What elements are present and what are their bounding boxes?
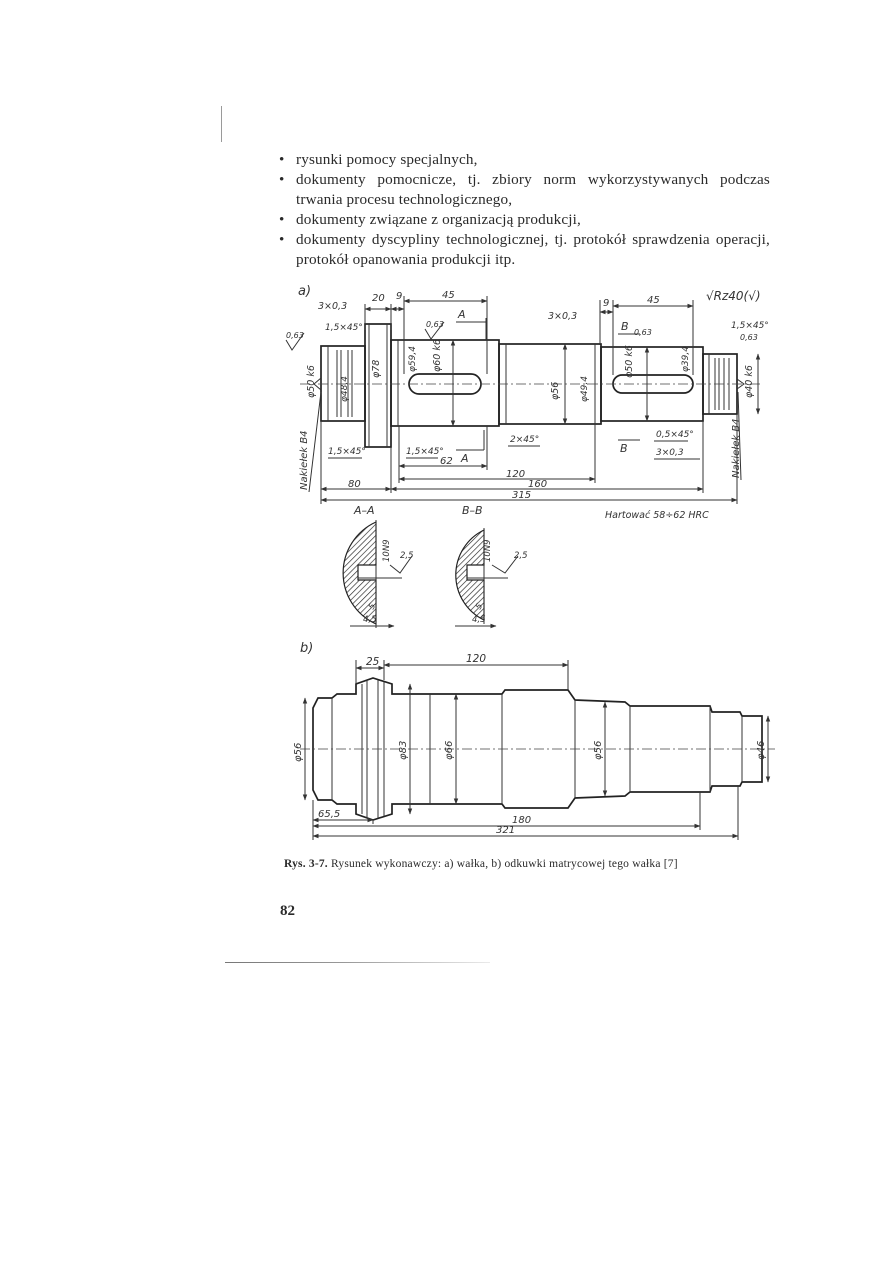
fb-dim-180: 180 [512,815,532,826]
section-a-title: A–A [354,504,375,517]
dim-45-left: 45 [442,290,455,301]
dim-160: 160 [528,479,548,490]
dim-chamfer-15-left: 1,5×45° [325,323,363,333]
section-mark-b-bottom: B [620,442,628,455]
fb-dim-120: 120 [466,653,487,665]
figure-b-label: b) [300,641,314,656]
roughness-4: 0,63 [740,333,758,342]
dia-78: φ78 [371,359,382,378]
dim-chamfer-bottom-4: 0,5×45° [656,430,694,440]
fb-dim-321: 321 [496,825,516,836]
roughness-2: 0,63 [426,320,444,329]
dim-chamfer-bottom-5: 3×0,3 [656,448,684,458]
dia-49-4: φ49,4 [580,376,590,402]
dia-39-4: φ39,4 [681,346,691,372]
dim-chamfer-bottom-2: 1,5×45° [406,447,444,457]
caption-text: Rysunek wykonawczy: a) wałka, b) odkuwki matrycowej tego wałka [7] [327,858,678,870]
caption-prefix: Rys. 3-7. [284,858,328,870]
dim-chamfer-right: 3×0,3 [548,311,578,322]
dim-9-left: 9 [396,291,403,302]
figure-a-dimensions [286,289,769,521]
dim-45-right: 45 [647,295,660,306]
bottom-rule [225,962,490,963]
sec-b-4-5: 4,5 [472,615,486,625]
dia-59-4: φ59,4 [408,346,418,372]
figure-caption [284,858,766,872]
dim-62: 62 [440,456,453,467]
sec-b-5: 5 [473,601,486,612]
section-mark-b: B [621,320,629,333]
dim-9-right: 9 [603,298,610,309]
forging-outline [300,678,775,820]
dim-80: 80 [348,479,361,490]
fb-dia-56-right: φ56 [593,740,604,760]
centre-hole-label-left: Nakiełek B4 [299,430,310,490]
sec-a-4-5: 4,5 [363,615,377,625]
section-mark-a: A [458,308,466,321]
bullet-item: • dokumenty dyscypliny technologicznej, tj. protokół sprawdzenia operacji, protokół opanowania produkcji itp. [280,230,770,270]
dim-chamfer-bottom-3: 2×45° [510,435,540,445]
dim-20: 20 [372,293,385,304]
surface-finish-mark: √Rz40(√) [706,289,761,303]
shaft-outline [300,324,760,447]
fb-dia-83: φ83 [398,740,409,760]
fb-dia-66: φ66 [444,740,455,760]
sec-b-2-5: 2,5 [514,551,528,561]
hardening-note: Hartować 58÷62 HRC [605,510,709,521]
dim-chamfer-left: 3×0,3 [318,301,348,312]
sec-a-2-5: 2,5 [400,551,414,561]
bullet-item: • dokumenty związane z organizacją produkcji, [280,210,770,230]
bullet-item: • dokumenty pomocnicze, tj. zbiory norm wykorzystywanych podczas trwania procesu technologicznego, [280,170,770,210]
dia-48-4: φ48,4 [340,376,350,402]
dim-120: 120 [506,469,526,480]
section-b-title: B–B [462,504,483,517]
fb-dia-46: φ46 [756,740,767,760]
dia-40k6: φ40 k6 [744,365,755,398]
centre-hole-label-right: Nakiełek B4 [731,418,742,478]
dim-315: 315 [512,490,532,501]
dim-chamfer-15-right: 1,5×45° [731,321,769,331]
figure-a-label: a) [298,284,312,299]
sec-b-10n9: 10N9 [483,539,493,562]
sec-a-10n9: 10N9 [382,539,392,562]
page-number: 82 [280,903,295,919]
dia-60k6: φ60 k6 [432,339,443,372]
dia-50k6-right: φ50 k6 [624,345,635,378]
fb-dia-56-left: φ56 [293,742,304,762]
section-mark-a-bottom: A [461,452,469,465]
bullet-item: • rysunki pomocy specjalnych, [280,150,770,170]
sec-a-5: 5 [366,601,379,612]
fb-dim-25: 25 [366,656,380,668]
roughness-1: 0,63 [286,331,304,340]
dia-50k6-left: φ50 k6 [306,365,317,398]
fb-dim-65-5: 65,5 [318,809,341,820]
dia-56: φ56 [550,381,561,400]
roughness-3: 0,63 [634,328,652,337]
dim-chamfer-bottom-1: 1,5×45° [328,447,366,457]
section-views [343,504,527,628]
